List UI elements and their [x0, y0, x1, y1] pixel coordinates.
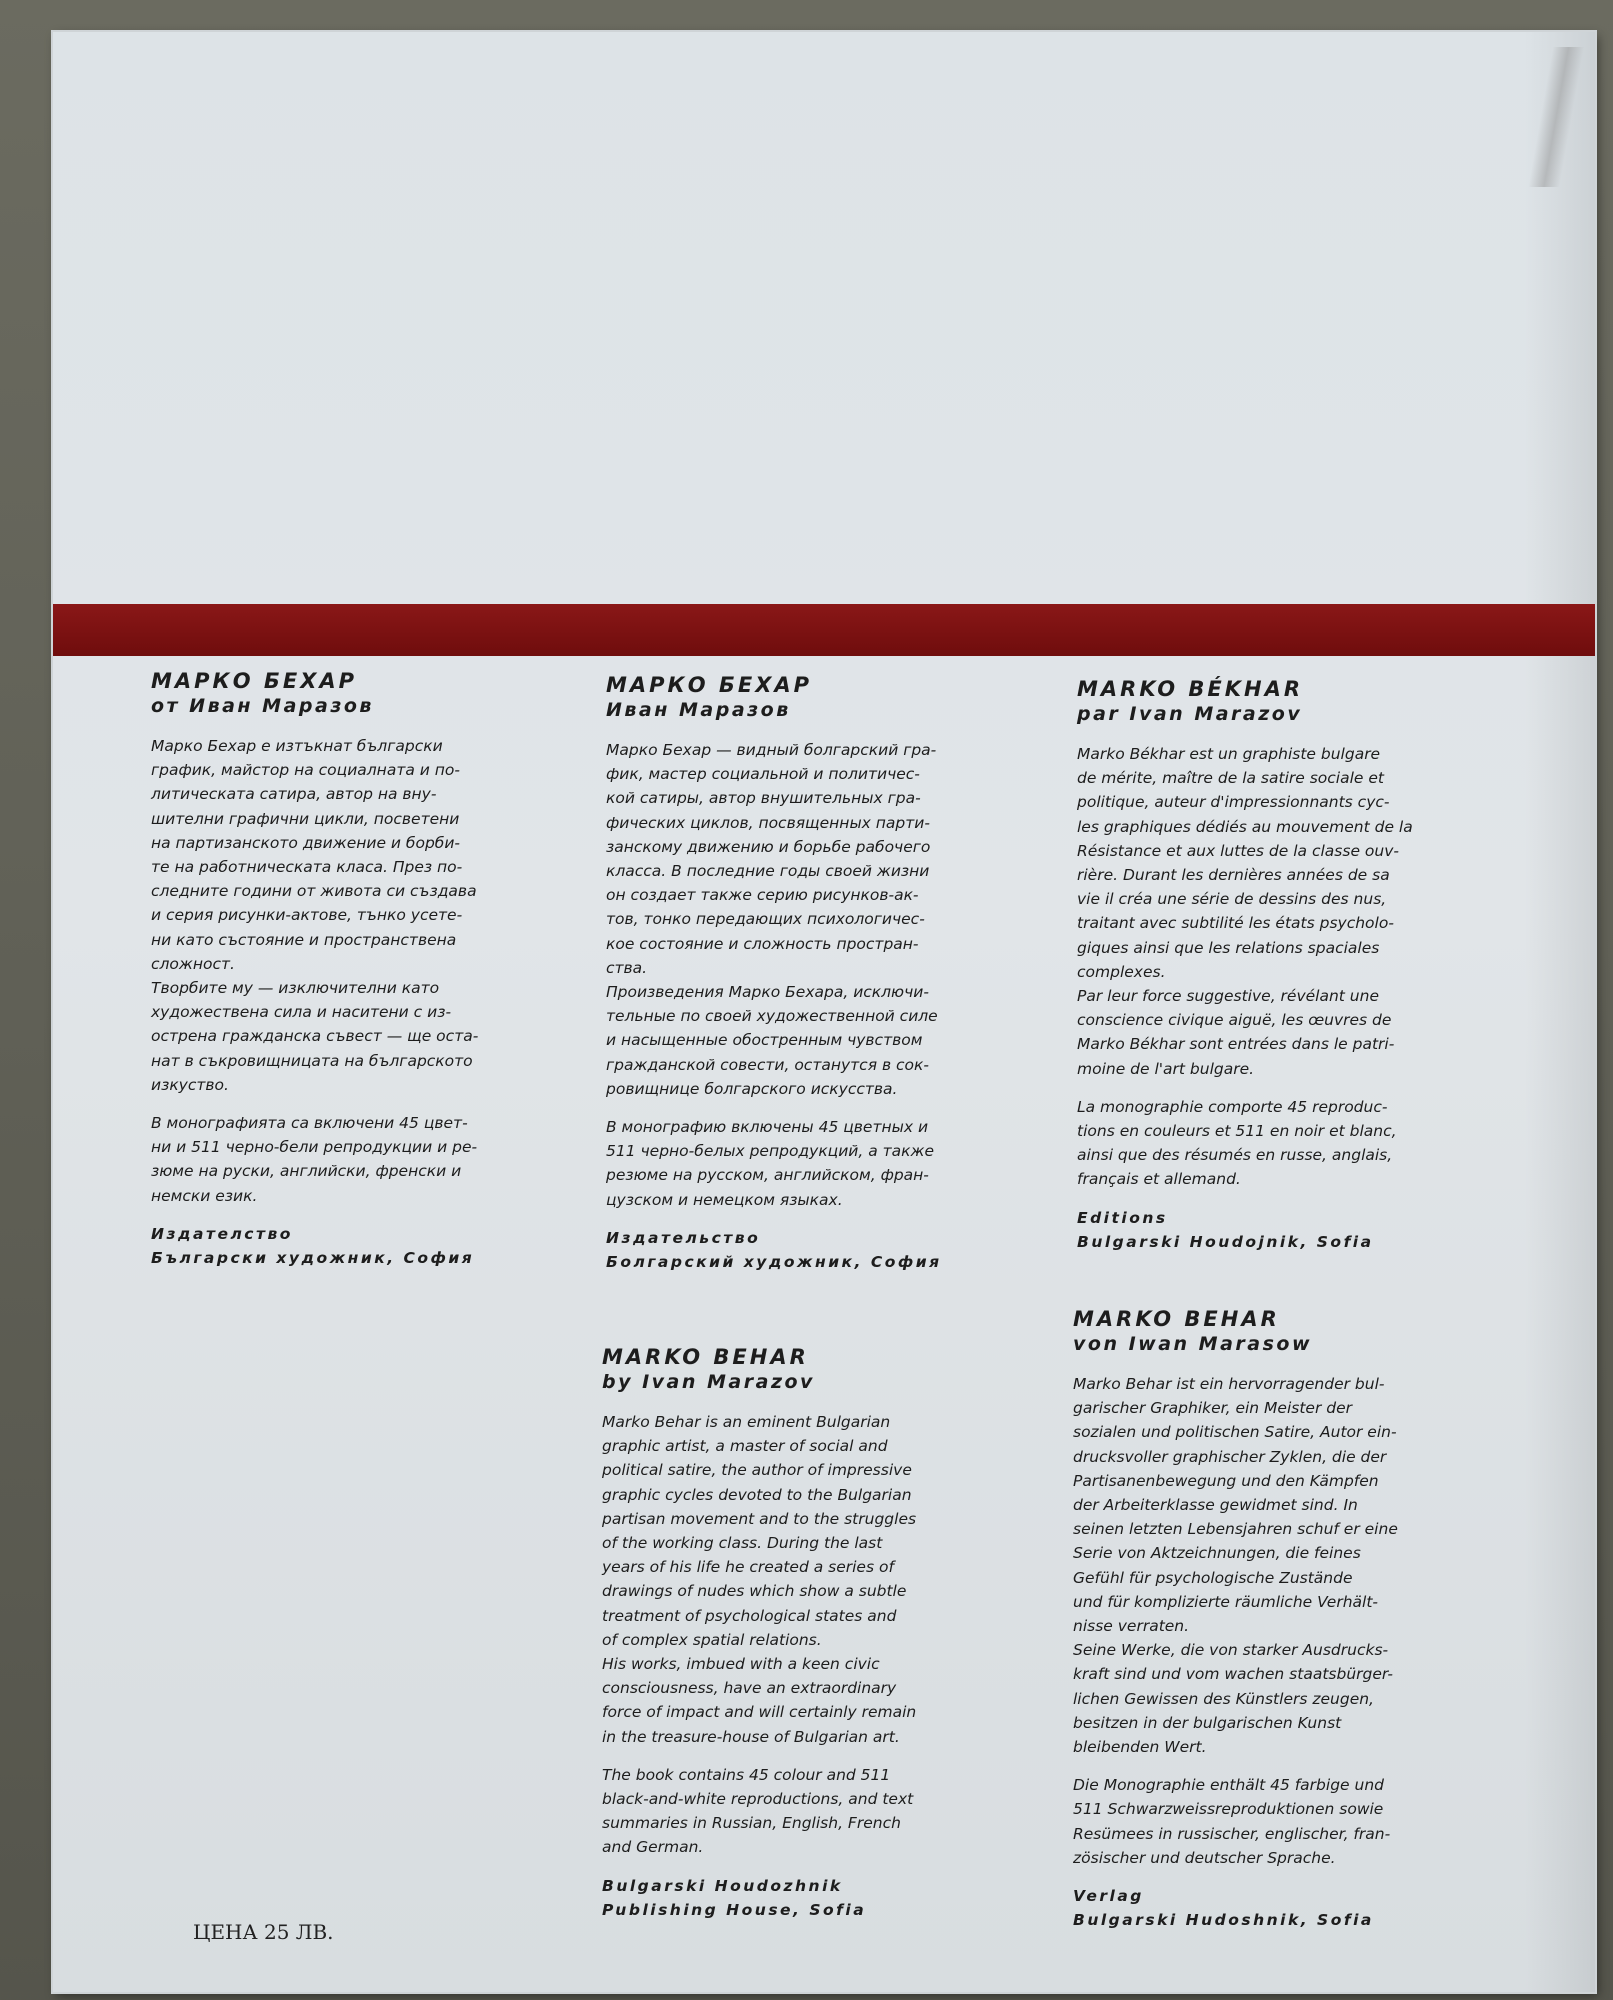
- french-author: par Ivan Marazov: [1077, 703, 1303, 725]
- russian-author: Иван Маразов: [606, 699, 791, 721]
- french-para2: Par leur force suggestive, révélant une conscience civique aiguë, les œuvres de Marko Békhar sont entrées dans le patri- moine de l'art bulgare.: [1077, 987, 1395, 1078]
- bulgarian-para3: В монографията са включени 45 цвет- ни и 511 черно-бели репродукции и ре- зюме на руски, английски, френски и немски език.: [151, 1114, 478, 1205]
- german-author: von Iwan Marasow: [1073, 1333, 1312, 1355]
- cover-crease: [1511, 47, 1591, 187]
- german-para2: Seine Werke, die von starker Ausdrucks- kraft sind und vom wachen staatsbürger- lichen Gewissen des Künstlers zeugen, besitzen in der bulgarischen Kunst bleibenden Wert.: [1073, 1641, 1394, 1757]
- german-para1: Marko Behar ist ein hervorragender bul- garischer Graphiker, ein Meister der sozialen und politischen Satire, Autor ein- drucksvoller graphischer Zyklen, die der Partisanenbewegung und den Kämpfen der Arbeiterklasse gewidmet sind. In seinen letzten Lebensjahren schuf er eine Serie von Aktzeichnungen, die feines Gefühl für psychologische Zustände und für komplizierte räumliche Verhält- nisse verraten.: [1073, 1375, 1398, 1636]
- russian-publisher: Издательство Болгарский художник, София: [606, 1228, 942, 1272]
- english-title: MARKO BEHAR: [602, 1345, 809, 1369]
- book-back-cover: [53, 32, 1595, 1992]
- german-title: MARKO BEHAR: [1073, 1307, 1280, 1331]
- bulgarian-para1: Марко Бехар е изтъкнат български график, майстор на социалната и по- литическата сатира, автор на вну- шителни графични цикли, посветени на партизанското движение и борби- те на работническата класа. През по- следните години от живота си създава и серия рисунки-актове, тънко усете- ни като състояние и пространствена сложност.: [151, 737, 477, 973]
- bulgarian-column: [151, 668, 601, 1270]
- german-publisher: Verlag Bulgarski Hudoshnik, Sofia: [1073, 1887, 1374, 1930]
- red-band: [53, 604, 1595, 656]
- price-label: ЦЕНА 25 ЛВ.: [193, 1920, 334, 1944]
- bulgarian-title: МАРКО БЕХАР: [151, 669, 358, 693]
- french-publisher: Editions Bulgarski Houdojnik, Sofia: [1077, 1208, 1374, 1251]
- english-para1: Marko Behar is an eminent Bulgarian graphic artist, a master of social and political satire, the author of impressive graphic cycles devoted to the Bulgarian partisan movement and to the struggles of the working class. During the last years of his life he created a series of drawings of nudes which show a subtle treatment of psychological states and of complex spatial relations.: [602, 1413, 917, 1649]
- french-column: [1077, 676, 1537, 1254]
- french-title: MARKO BÉKHAR: [1077, 677, 1304, 701]
- russian-para1: Марко Бехар — видный болгарский гра- фик, мастер социальной и политичес- кой сатиры, автор внушительных гра- фических циклов, посвященных парти- занскому движению и борьбе рабочего класса. В последние годы своей жизни он создает также серию рисунков-ак- тов, тонко передающих психологичес- кое состояние и сложность простран- ства.: [606, 741, 937, 977]
- german-column: [1073, 1306, 1543, 1932]
- bulgarian-publisher: Издателство Български художник, София: [151, 1224, 475, 1268]
- bulgarian-para2: Творбите му — изключителни като художествена сила и наситени с из- острена гражданска съвест — ще оста- нат в съкровищницата на българското изкуство.: [151, 979, 479, 1094]
- english-publisher: Bulgarski Houdozhnik Publishing House, Sofia: [602, 1876, 867, 1919]
- bulgarian-author: от Иван Маразов: [151, 695, 374, 717]
- english-para2: His works, imbued with a keen civic consciousness, have an extraordinary force of impact and will certainly remain in the treasure-house of Bulgarian art.: [602, 1655, 917, 1746]
- french-para3: La monographie comporte 45 reproduc- tions en couleurs et 511 en noir et blanc, ainsi que des résumés en russe, anglais, français et allemand.: [1077, 1097, 1397, 1189]
- english-para3: The book contains 45 colour and 511 black-and-white reproductions, and text summaries in Russian, English, French and German.: [602, 1765, 914, 1857]
- russian-column: [606, 672, 1056, 1274]
- french-para1: Marko Békhar est un graphiste bulgare de mérite, maître de la satire sociale et politique, auteur d'impressionnants cyc- les graphiques dédiés au mouvement de la Résistance et aux luttes de la classe ouv- rière. Durant les dernières années de sa vie il créa une série de dessins des nus, traitant avec subtilité les états psycholo- giques ainsi que les relations spaciales complexes.: [1077, 745, 1413, 981]
- german-para3: Die Monographie enthält 45 farbige und 511 Schwarzweissreproduktionen sowie Resümees in russischer, englischer, fran- zösischer und deutscher Sprache.: [1073, 1776, 1391, 1867]
- english-author: by Ivan Marazov: [602, 1371, 815, 1393]
- english-column: [602, 1344, 1052, 1922]
- russian-para3: В монографию включены 45 цветных и 511 черно-белых репродукций, а также резюме на русском, английском, фран- цузском и немецком языках.: [606, 1118, 935, 1209]
- russian-para2: Произведения Марко Бехара, исключи- тельные по своей художественной силе и насыщенные обостренным чувством гражданской совести, останутся в сок- ровищнице болгарского искусства.: [606, 983, 938, 1098]
- russian-title: МАРКО БЕХАР: [606, 673, 813, 697]
